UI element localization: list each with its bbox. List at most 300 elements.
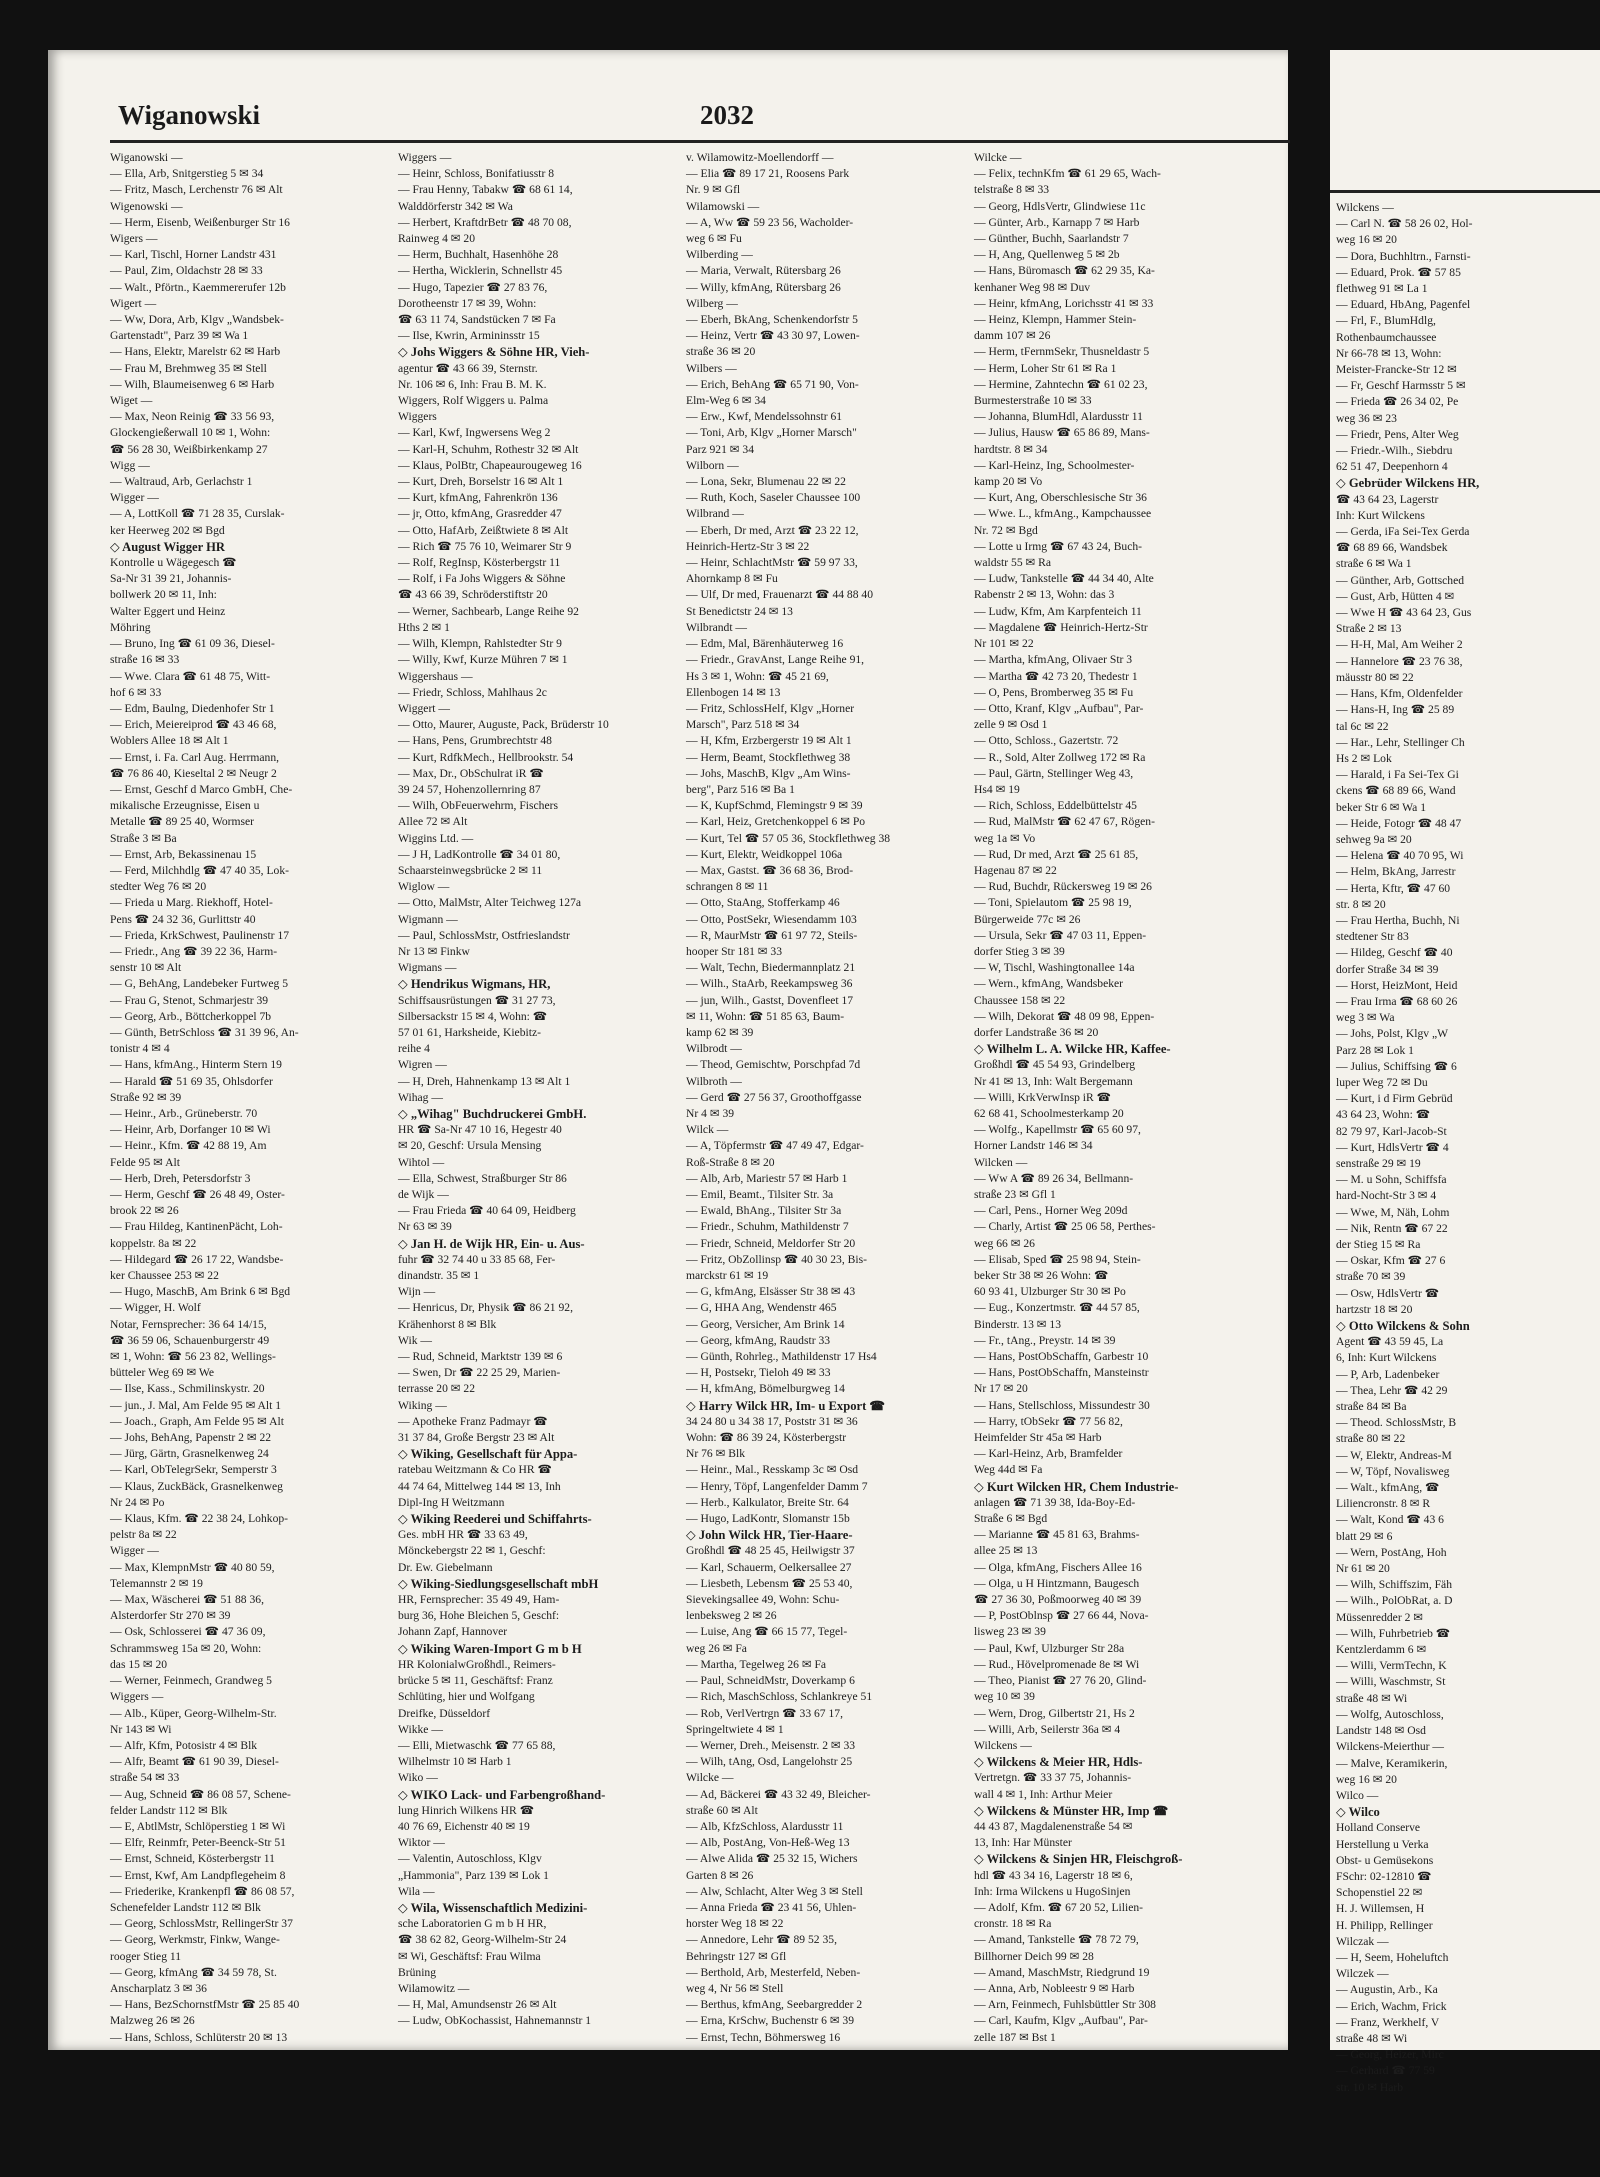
directory-entry-line: Inh: Kurt Wilckens bbox=[1336, 508, 1425, 522]
directory-entry-line: Möhring bbox=[110, 620, 151, 634]
directory-entry-line: schrangen 8 ✉ 11 bbox=[686, 880, 769, 894]
directory-entry-line: — Frau Hildeg, KantinenPächt, Loh- bbox=[110, 1220, 283, 1234]
directory-entry-line: — Henry, Töpf, Langenfelder Damm 7 bbox=[686, 1479, 868, 1493]
directory-entry-line: Nr 63 ✉ 39 bbox=[398, 1220, 452, 1234]
directory-entry-line: straße 54 ✉ 33 bbox=[110, 1771, 180, 1785]
directory-entry-line: — P, Arb, Ladenbeker bbox=[1336, 1367, 1440, 1381]
directory-entry-line: — Fr., tAng., Preystr. 14 ✉ 39 bbox=[974, 1333, 1116, 1347]
directory-entry-line: — Toni, Arb, Klgv „Horner Marsch" bbox=[686, 426, 857, 440]
directory-entry-line: — Frau Irma ☎ 68 60 26 bbox=[1336, 994, 1458, 1008]
directory-entry-line: Elm-Weg 6 ✉ 34 bbox=[686, 394, 766, 408]
directory-entry-line: Nr 41 ✉ 13, Inh: Walt Bergemann bbox=[974, 1074, 1133, 1088]
directory-entry-line: Dipl-Ing H Weitzmann bbox=[398, 1495, 505, 1509]
directory-entry-line: — Kurt, Ang, Oberschlesische Str 36 bbox=[974, 491, 1147, 505]
directory-entry-line: — Nik, Rentn ☎ 67 22 bbox=[1336, 1221, 1448, 1235]
directory-entry-line: ker Chaussee 253 ✉ 22 bbox=[110, 1269, 219, 1283]
directory-entry-line: flethweg 91 ✉ La 1 bbox=[1336, 282, 1428, 296]
directory-entry-line: weg 4, Nr 56 ✉ Stell bbox=[686, 1981, 784, 1995]
directory-entry-line: marckstr 61 ✉ 19 bbox=[686, 1269, 769, 1283]
directory-entry-line: kenhaner Weg 98 ✉ Duv bbox=[974, 280, 1091, 294]
directory-entry-line: allee 25 ✉ 13 bbox=[974, 1544, 1038, 1558]
directory-entry-line: straße 36 ✉ 20 bbox=[686, 345, 756, 359]
directory-entry-line: Nr 143 ✉ Wi bbox=[110, 1722, 172, 1736]
directory-entry-line: — Ad, Bäckerei ☎ 43 32 49, Bleicher- bbox=[686, 1787, 871, 1801]
directory-entry-line: — Frieda ☎ 26 34 02, Pe bbox=[1336, 395, 1459, 409]
directory-entry-line: Dorotheenstr 17 ✉ 39, Wohn: bbox=[398, 296, 537, 310]
directory-entry-line: — Anna Frieda ☎ 23 41 56, Uhlen- bbox=[686, 1900, 857, 1914]
directory-entry-line: — Herm, Eisenb, Weißenburger Str 16 bbox=[110, 215, 290, 229]
directory-entry-line: FSchr: 02-12810 ☎ bbox=[1336, 1869, 1432, 1883]
directory-entry-line: — Herm, tFernmSekr, Thusneldastr 5 bbox=[974, 345, 1150, 359]
directory-entry-line: Anscharplatz 3 ✉ 36 bbox=[110, 1981, 207, 1995]
directory-entry-line: — Rob, VerlVertrgn ☎ 33 67 17, bbox=[686, 1706, 843, 1720]
directory-entry-line: — Johs, Polst, Klgv „W bbox=[1336, 1027, 1449, 1041]
directory-entry-line: felder Landstr 112 ✉ Blk bbox=[110, 1803, 228, 1817]
directory-entry-line: Müssenredder 2 ✉ bbox=[1336, 1610, 1423, 1624]
directory-entry-line: weg 16 ✉ 20 bbox=[1336, 1772, 1397, 1786]
directory-entry-line: — Hertha, Wicklerin, Schnellstr 45 bbox=[398, 264, 563, 278]
directory-entry-line: — Eduard, HbAng, Pagenfel bbox=[1336, 298, 1471, 312]
directory-entry-line: tal 6c ✉ 22 bbox=[1336, 719, 1389, 733]
directory-entry-line: Schiffsausrüstungen ☎ 31 27 73, bbox=[398, 993, 556, 1007]
directory-entry-line: — Eug., Konzertmstr. ☎ 44 57 85, bbox=[974, 1301, 1140, 1315]
directory-entry-line: Wilcke — bbox=[686, 1771, 734, 1785]
directory-entry-line: Wigmann — bbox=[398, 912, 458, 926]
directory-entry-line: 43 64 23, Wohn: ☎ bbox=[1336, 1108, 1431, 1122]
directory-entry-line: Inh: Irma Wilckens u HugoSinjen bbox=[974, 1884, 1131, 1898]
directory-entry-line: Schlüting, hier und Wolfgang bbox=[398, 1690, 535, 1704]
directory-entry-line: ◇ Wiking, Gesellschaft für Appa- bbox=[398, 1447, 578, 1462]
directory-entry-line: Herstellung u Verka bbox=[1336, 1837, 1429, 1851]
directory-entry-line: — Ilse, Kwrin, Armininsstr 15 bbox=[398, 329, 540, 343]
directory-entry-line: — H, kfmAng, Bömelburgweg 14 bbox=[686, 1382, 845, 1396]
directory-entry-line: straße 48 ✉ Wi bbox=[1336, 2031, 1408, 2045]
directory-entry-line: Wilcken — bbox=[974, 1155, 1028, 1169]
directory-entry-line: — Wern, PostAng, Hoh bbox=[1336, 1545, 1447, 1559]
directory-entry-line: HR ☎ Sa-Nr 47 10 16, Hegestr 40 bbox=[398, 1123, 562, 1137]
directory-entry-line: — Otto, HafArb, Zeißtwiete 8 ✉ Alt bbox=[398, 523, 569, 537]
directory-entry-line: Hths 2 ✉ 1 bbox=[398, 620, 450, 634]
directory-entry-line: Wilcke — bbox=[974, 151, 1022, 164]
directory-entry-line: straße 48 ✉ Wi bbox=[1336, 1691, 1408, 1705]
directory-entry-line: — Alb, Arb, Mariestr 57 ✉ Harb 1 bbox=[686, 1171, 848, 1185]
directory-entry-line: Wigenowski — bbox=[110, 199, 183, 213]
directory-entry-line: cronstr. 18 ✉ Ra bbox=[974, 1917, 1052, 1931]
directory-entry-line: — Friederike, Krankenpfl ☎ 86 08 57, bbox=[110, 1884, 295, 1898]
directory-entry-line: — Martha ☎ 42 73 20, Thedestr 1 bbox=[974, 669, 1138, 683]
directory-entry-line: — Franz, Werkhelf, V bbox=[1336, 2015, 1440, 2029]
directory-entry-line: — Hans, Elektr, Marelstr 62 ✉ Harb bbox=[110, 345, 281, 359]
directory-entry-line: Binderstr. 13 ✉ 13 bbox=[974, 1317, 1062, 1331]
directory-entry-line: — Hans, kfmAng., Hinterm Stern 19 bbox=[110, 1058, 282, 1072]
directory-entry-line: Sa-Nr 31 39 21, Johannis- bbox=[110, 572, 232, 586]
directory-entry-line: Wik — bbox=[398, 1333, 432, 1347]
directory-entry-line: — Ludw, Kfm, Am Karpfenteich 11 bbox=[974, 604, 1142, 618]
directory-entry-line: ◇ Wiking Waren-Import G m b H bbox=[398, 1641, 582, 1656]
directory-entry-line: — Friedr, Schneid, Meldorfer Str 20 bbox=[686, 1236, 856, 1250]
directory-entry-line: — A, LottKoll ☎ 71 28 35, Curslak- bbox=[110, 507, 285, 521]
directory-entry-line: — Martha, kfmAng, Olivaer Str 3 bbox=[974, 653, 1133, 667]
directory-entry-line: de Wijk — bbox=[398, 1188, 449, 1201]
directory-entry-line: — Harry, tObSekr ☎ 77 56 82, bbox=[974, 1414, 1123, 1428]
directory-entry-line: — Theod, Gemischtw, Porschpfad 7d bbox=[686, 1058, 861, 1072]
directory-entry-line: — Wilh, Klempn, Rahlstedter Str 9 bbox=[398, 637, 562, 651]
directory-entry-line: hooper Str 181 ✉ 33 bbox=[686, 944, 783, 958]
directory-entry-line: weg 36 ✉ 23 bbox=[1336, 411, 1397, 425]
directory-entry-line: Marsch", Parz 518 ✉ 34 bbox=[686, 718, 800, 732]
directory-entry-line: Nr. 9 ✉ Gfl bbox=[686, 183, 741, 197]
directory-entry-line: — J H, LadKontrolle ☎ 34 01 80, bbox=[398, 847, 561, 861]
directory-entry-line: Parz 921 ✉ 34 bbox=[686, 442, 754, 456]
directory-entry-line: 40 76 69, Eichenstr 40 ✉ 19 bbox=[398, 1819, 530, 1833]
directory-entry-line: damm 107 ✉ 26 bbox=[974, 329, 1051, 343]
directory-entry-line: — Herm, Loher Str 61 ✉ Ra 1 bbox=[974, 361, 1117, 375]
directory-entry-line: — H, Kfm, Erzbergerstr 19 ✉ Alt 1 bbox=[686, 734, 852, 748]
directory-entry-line: — Edm, Mal, Bärenhäuterweg 16 bbox=[686, 637, 844, 651]
directory-entry-line: Dr. Ew. Giebelmann bbox=[398, 1560, 493, 1574]
directory-entry-line: — Fritz, SchlossHelf, Klgv „Horner bbox=[686, 701, 855, 715]
directory-entry-line: koppelstr. 8a ✉ 22 bbox=[110, 1236, 197, 1250]
directory-entry-line: — Ilse, Kass., Schmilinskystr. 20 bbox=[110, 1382, 265, 1396]
directory-entry-line: — Malve, Keramikerin, bbox=[1336, 1756, 1448, 1770]
directory-entry-line: Metalle ☎ 89 25 40, Wormser bbox=[110, 815, 255, 829]
directory-entry-line: — Rud, Schneid, Marktstr 139 ✉ 6 bbox=[398, 1350, 563, 1364]
directory-entry-line: Holland Conserve bbox=[1336, 1821, 1421, 1835]
directory-entry-line: Springeltwiete 4 ✉ 1 bbox=[686, 1722, 784, 1736]
directory-entry-line: Wilbrandt — bbox=[686, 620, 748, 634]
directory-entry-line: ◇ Hendrikus Wigmans, HR, bbox=[398, 977, 551, 992]
directory-entry-line: — Ulf, Dr med, Frauenarzt ☎ 44 88 40 bbox=[686, 588, 874, 602]
directory-entry-line: Glockengießerwall 10 ✉ 1, Wohn: bbox=[110, 426, 271, 440]
directory-entry-line: — Ewald, BhAng., Tilsiter Str 3a bbox=[686, 1204, 842, 1218]
directory-entry-line: — Frau M, Brehmweg 35 ✉ Stell bbox=[110, 361, 267, 375]
directory-entry-line: — Wwe. Clara ☎ 61 48 75, Witt- bbox=[110, 669, 271, 683]
directory-entry-line: Notar, Fernsprecher: 36 64 14/15, bbox=[110, 1317, 267, 1331]
directory-entry-line: v. Wilamowitz-Moellendorff — bbox=[686, 151, 834, 164]
directory-entry-line: — Willy, kfmAng, Rütersbarg 26 bbox=[686, 280, 841, 294]
directory-entry-line: Nr 4 ✉ 39 bbox=[686, 1106, 735, 1120]
directory-entry-line: 82 79 97, Karl-Jacob-St bbox=[1336, 1124, 1447, 1138]
directory-entry-line: 44 74 64, Mittelweg 144 ✉ 13, Inh bbox=[398, 1479, 561, 1493]
directory-entry-line: — Erich, BehAng ☎ 65 71 90, Von- bbox=[686, 377, 859, 391]
directory-entry-line: — Ernst, Arb, Bekassinenau 15 bbox=[110, 847, 257, 861]
directory-entry-line: fuhr ☎ 32 74 40 u 33 85 68, Fer- bbox=[398, 1252, 556, 1266]
directory-entry-line: ✉ 1, Wohn: ☎ 56 23 82, Wellings- bbox=[110, 1350, 276, 1364]
directory-entry-line: — M. u Sohn, Schiffsfa bbox=[1336, 1173, 1447, 1187]
directory-entry-line: — Swen, Dr ☎ 22 25 29, Marien- bbox=[398, 1366, 561, 1380]
directory-entry-line: — Herm, Beamt, Stockflethweg 38 bbox=[686, 750, 851, 764]
directory-entry-line: Straße 92 ✉ 39 bbox=[110, 1090, 182, 1104]
directory-column-1 bbox=[110, 150, 382, 2044]
directory-entry-line: Wilborn — bbox=[686, 458, 739, 472]
directory-entry-line: weg 1a ✉ Vo bbox=[974, 831, 1036, 845]
directory-entry-line: Krähenhorst 8 ✉ Blk bbox=[398, 1317, 497, 1331]
directory-entry-line: — Ella, Arb, Snitgerstieg 5 ✉ 34 bbox=[110, 167, 264, 181]
directory-entry-line: ◇ Wilco bbox=[1336, 1805, 1380, 1820]
directory-entry-line: Ellenbogen 14 ✉ 13 bbox=[686, 685, 781, 699]
directory-entry-line: — Wwe, M, Näh, Lohm bbox=[1336, 1205, 1450, 1219]
directory-entry-line: — Hans, Pens, Grumbrechtstr 48 bbox=[398, 734, 552, 748]
directory-entry-line: — Ferd, Milchhdlg ☎ 47 40 35, Lok- bbox=[110, 863, 289, 877]
directory-entry-line: — Friedr, Schloss, Mahlhaus 2c bbox=[398, 685, 547, 699]
directory-entry-line: Schopenstiel 22 ✉ bbox=[1336, 1886, 1423, 1900]
directory-entry-line: — Otto, Kranf, Klgv „Aufbau", Par- bbox=[974, 701, 1144, 715]
directory-entry-line: — Apotheke Franz Padmayr ☎ bbox=[398, 1414, 548, 1428]
directory-entry-line: Vertretgn. ☎ 33 37 75, Johannis- bbox=[974, 1771, 1132, 1785]
directory-entry-line: — Osk, Schlosserei ☎ 47 36 09, bbox=[110, 1625, 266, 1639]
directory-entry-line: — Ww, Dora, Arb, Klgv „Wandsbek- bbox=[110, 313, 284, 327]
directory-entry-line: — Frau Hertha, Buchh, Ni bbox=[1336, 913, 1460, 927]
directory-entry-line: — Herbert, KraftdrBetr ☎ 48 70 08, bbox=[398, 215, 572, 229]
directory-entry-line: weg 3 ✉ Wa bbox=[1336, 1011, 1395, 1025]
directory-entry-line: Hs4 ✉ 19 bbox=[974, 782, 1020, 796]
facing-page-rule bbox=[1330, 190, 1600, 193]
page-number: 2032 bbox=[700, 100, 754, 130]
directory-entry-line: agentur ☎ 43 66 39, Sternstr. bbox=[398, 361, 538, 375]
directory-entry-line: — Martha, Tegelweg 26 ✉ Fa bbox=[686, 1657, 827, 1671]
directory-entry-line: Hagenau 87 ✉ 22 bbox=[974, 863, 1057, 877]
directory-entry-line: — Otto, Maurer, Auguste, Pack, Brüderstr 10 bbox=[398, 718, 609, 732]
directory-entry-line: — Walt, Kond ☎ 43 6 bbox=[1336, 1513, 1444, 1527]
directory-entry-line: Wilckens — bbox=[1336, 201, 1394, 214]
directory-entry-line: — Karl, Schauerm, Oelkersallee 27 bbox=[686, 1560, 852, 1574]
directory-entry-line: Agent ☎ 43 59 45, La bbox=[1336, 1335, 1444, 1349]
directory-entry-line: — Erna, KrSchw, Buchenstr 6 ✉ 39 bbox=[686, 2014, 855, 2028]
directory-entry-line: ☎ 27 36 30, Poßmoorweg 40 ✉ 39 bbox=[974, 1593, 1142, 1607]
directory-entry-line: — Johanna, BlumHdl, Alardusstr 11 bbox=[974, 410, 1143, 424]
directory-entry-line: — Valentin, Autoschloss, Klgv bbox=[398, 1852, 542, 1866]
directory-entry-line: — Kurt, Tel ☎ 57 05 36, Stockflethweg 38 bbox=[686, 831, 891, 845]
directory-entry-line: H. Philipp, Rellinger bbox=[1336, 1918, 1433, 1932]
directory-entry-line: Wigren — bbox=[398, 1058, 447, 1072]
directory-entry-line: HR, Fernsprecher: 35 49 49, Ham- bbox=[398, 1593, 560, 1607]
directory-entry-line: Chaussee 158 ✉ 22 bbox=[974, 993, 1066, 1007]
directory-entry-line: Ges. mbH HR ☎ 33 63 49, bbox=[398, 1528, 528, 1542]
directory-entry-line: mikalische Erzeugnisse, Eisen u bbox=[110, 799, 260, 813]
directory-entry-line: — Friedr., GravAnst, Lange Reihe 91, bbox=[686, 653, 865, 667]
directory-entry-line: — Alb, PostAng, Von-Heß-Weg 13 bbox=[686, 1836, 850, 1850]
directory-entry-line: — Augustin, Arb., Ka bbox=[1336, 1983, 1438, 1997]
directory-entry-line: stedter Weg 76 ✉ 20 bbox=[110, 880, 207, 894]
directory-entry-line: Wilberding — bbox=[686, 248, 753, 262]
directory-entry-line: — Friedr., Schuhm, Mathildenstr 7 bbox=[686, 1220, 849, 1234]
directory-entry-line: — Kurt, Elektr, Weidkoppel 106a bbox=[686, 847, 843, 861]
directory-entry-line: — Lotte u Irmg ☎ 67 43 24, Buch- bbox=[974, 539, 1143, 553]
directory-entry-line: Parz 28 ✉ Lok 1 bbox=[1336, 1043, 1414, 1057]
directory-entry-line: Wihag — bbox=[398, 1090, 443, 1104]
directory-entry-line: — Hermine, Zahntechn ☎ 61 02 23, bbox=[974, 377, 1148, 391]
directory-column-2 bbox=[398, 150, 670, 2030]
directory-entry-line: — Max, Dr., ObSchulrat iR ☎ bbox=[398, 766, 544, 780]
directory-entry-line: — Frl, F., BlumHdlg, bbox=[1336, 314, 1436, 328]
directory-entry-line: zelle 9 ✉ Osd 1 bbox=[974, 718, 1048, 732]
directory-entry-line: Horner Landstr 146 ✉ 34 bbox=[974, 1139, 1093, 1153]
directory-entry-line: Hs 3 ✉ 1, Wohn: ☎ 45 21 69, bbox=[686, 669, 829, 683]
directory-entry-line: straße 16 ✉ 33 bbox=[110, 653, 180, 667]
directory-entry-line: — A, Töpfermstr ☎ 47 49 47, Edgar- bbox=[686, 1139, 864, 1153]
directory-entry-line: — E, AbtlMstr, Schlöperstieg 1 ✉ Wi bbox=[110, 1819, 286, 1833]
directory-entry-line: Felde 95 ✉ Alt bbox=[110, 1155, 180, 1169]
directory-entry-line: ◇ John Wilck HR, Tier-Haare- bbox=[686, 1528, 853, 1543]
directory-entry-line: Wohn: ☎ 86 39 24, Kösterbergstr bbox=[686, 1431, 847, 1445]
directory-entry-line: — Günther, Arb, Gottsched bbox=[1336, 573, 1465, 587]
directory-entry-line: — Heinr., Mal., Resskamp 3c ✉ Osd bbox=[686, 1463, 859, 1477]
directory-entry-line: brücke 5 ✉ 11, Geschäftsf: Franz bbox=[398, 1674, 553, 1688]
directory-entry-line: Rabenstr 2 ✉ 13, Wohn: das 3 bbox=[974, 588, 1115, 602]
directory-entry-line: — Rud, Dr med, Arzt ☎ 25 61 85, bbox=[974, 847, 1139, 861]
directory-entry-line: — Alb, KfzSchloss, Alardusstr 11 bbox=[686, 1819, 844, 1833]
directory-entry-line: — Johs, BehAng, Papenstr 2 ✉ 22 bbox=[110, 1431, 272, 1445]
directory-entry-line: Wikke — bbox=[398, 1722, 443, 1736]
directory-entry-line: — Herm, Geschf ☎ 26 48 49, Oster- bbox=[110, 1188, 285, 1201]
directory-entry-line: — O, Pens, Bromberweg 35 ✉ Fu bbox=[974, 685, 1134, 699]
directory-entry-line: Wigmans — bbox=[398, 961, 457, 975]
directory-entry-line: — Edm, Baulng, Diedenhofer Str 1 bbox=[110, 701, 275, 715]
directory-entry-line: — G, BehAng, Landebeker Furtweg 5 bbox=[110, 977, 289, 991]
directory-entry-line: — Bruno, Ing ☎ 61 09 36, Diesel- bbox=[110, 637, 275, 651]
directory-entry-line: HR KolonialwGroßhdl., Reimers- bbox=[398, 1657, 556, 1671]
directory-entry-line: — Ernst, Kwf, Am Landpflegeheim 8 bbox=[110, 1868, 286, 1882]
directory-entry-line: Nr 24 ✉ Po bbox=[110, 1495, 165, 1509]
directory-entry-line: 39 24 57, Hohenzollernring 87 bbox=[398, 782, 541, 796]
directory-entry-line: ◇ Wilhelm L. A. Wilcke HR, Kaffee- bbox=[974, 1042, 1171, 1057]
directory-entry-line: — H, Mal, Amundsenstr 26 ✉ Alt bbox=[398, 1998, 557, 2012]
directory-entry-line: — Otto, MalMstr, Alter Teichweg 127a bbox=[398, 896, 582, 910]
directory-entry-line: — Joach., Graph, Am Felde 95 ✉ Alt bbox=[110, 1414, 284, 1428]
directory-entry-line: — Elia ☎ 89 17 21, Roosens Park bbox=[686, 167, 850, 181]
directory-entry-line: Billhorner Deich 99 ✉ 28 bbox=[974, 1949, 1094, 1963]
directory-entry-line: Wihtol — bbox=[398, 1155, 445, 1169]
directory-entry-line: — Amand, MaschMstr, Riedgrund 19 bbox=[974, 1965, 1150, 1979]
directory-entry-line: — Wilh, tAng, Osd, Langelohstr 25 bbox=[686, 1755, 853, 1769]
directory-entry-line: Straße 2 ✉ 13 bbox=[1336, 622, 1402, 636]
directory-entry-line: — Georg, kfmAng ☎ 34 59 78, St. bbox=[110, 1965, 277, 1979]
directory-entry-line: — Herb., Kalkulator, Breite Str. 64 bbox=[686, 1495, 849, 1509]
directory-entry-line: Wilhelmstr 10 ✉ Harb 1 bbox=[398, 1755, 512, 1769]
header-rule bbox=[110, 140, 1290, 143]
directory-entry-line: — Ernst, Schneid, Kösterbergstr 11 bbox=[110, 1852, 275, 1866]
directory-entry-line: — Wern., kfmAng, Wandsbeker bbox=[974, 977, 1124, 991]
directory-entry-line: Straße 3 ✉ Ba bbox=[110, 831, 177, 845]
directory-entry-line: — Wilh., StaArb, Reekampsweg 36 bbox=[686, 977, 853, 991]
directory-entry-line: Pens ☎ 24 32 36, Gurlittstr 40 bbox=[110, 912, 256, 926]
directory-entry-line: Garten 8 ✉ 26 bbox=[686, 1868, 754, 1882]
directory-entry-line: Wilco — bbox=[1336, 1788, 1379, 1802]
directory-entry-line: — Karl, Kwf, Ingwersens Weg 2 bbox=[398, 426, 551, 440]
directory-entry-line: — Kurt, kfmAng, Fahrenkrön 136 bbox=[398, 491, 558, 505]
directory-entry-line: Wiggers — bbox=[398, 151, 452, 164]
directory-entry-line: 34 24 80 u 34 38 17, Poststr 31 ✉ 36 bbox=[686, 1414, 858, 1428]
directory-entry-line: 31 37 84, Große Bergstr 23 ✉ Alt bbox=[398, 1431, 555, 1445]
directory-entry-line: weg 26 ✉ Fa bbox=[686, 1641, 747, 1655]
directory-entry-line: str. 8 ✉ 20 bbox=[1336, 897, 1386, 911]
directory-entry-line: Heimfelder Str 45a ✉ Harb bbox=[974, 1431, 1102, 1445]
directory-entry-line: — Frau G, Stenot, Schmarjestr 39 bbox=[110, 993, 269, 1007]
directory-entry-line: — Carl N. ☎ 58 26 02, Hol- bbox=[1336, 217, 1473, 231]
directory-entry-line: — Karl-Heinz, Arb, Bramfelder bbox=[974, 1447, 1123, 1461]
directory-entry-line: Bürgerweide 77c ✉ 26 bbox=[974, 912, 1081, 926]
directory-entry-line: — Wwe. L., kfmAng., Kampchaussee bbox=[974, 507, 1152, 521]
directory-entry-line: — Alb., Küper, Georg-Wilhelm-Str. bbox=[110, 1706, 277, 1720]
directory-entry-line: — Anna, Arb, Nobleestr 9 ✉ Harb bbox=[974, 1981, 1135, 1995]
directory-entry-line: — Günther, Buchh, Saarlandstr 7 bbox=[974, 232, 1129, 246]
directory-entry-line: — Karl, Tischl, Horner Landstr 431 bbox=[110, 248, 277, 262]
directory-entry-line: Wiggershaus — bbox=[398, 669, 473, 683]
directory-entry-line: — W, Töpf, Novalisweg bbox=[1336, 1464, 1450, 1478]
directory-entry-line: Gartenstadt", Parz 39 ✉ Wa 1 bbox=[110, 329, 249, 343]
directory-entry-line: — Wilh, Fuhrbetrieb ☎ bbox=[1336, 1626, 1451, 1640]
directory-entry-line: — Hildeg, Geschf ☎ 40 bbox=[1336, 946, 1453, 960]
directory-entry-line: H. J. Willemsen, H bbox=[1336, 1902, 1425, 1916]
directory-entry-line: — Ernst, i. Fa. Carl Aug. Herrmann, bbox=[110, 750, 280, 764]
directory-entry-line: Straße 6 ✉ Bgd bbox=[974, 1512, 1048, 1526]
directory-entry-line: 6, Inh: Kurt Wilckens bbox=[1336, 1351, 1437, 1365]
directory-entry-line: Wigger — bbox=[110, 491, 159, 505]
directory-entry-line: — Magdalene ☎ Heinrich-Hertz-Str bbox=[974, 620, 1148, 634]
directory-entry-line: — Paul, SchlossMstr, Ostfrieslandstr bbox=[398, 928, 570, 942]
directory-entry-line: Wiget — bbox=[110, 394, 153, 408]
directory-entry-line: Wiggers — bbox=[110, 1690, 164, 1704]
directory-entry-line: mäusstr 80 ✉ 22 bbox=[1336, 670, 1414, 684]
directory-entry-line: — Otto, PostSekr, Wiesendamm 103 bbox=[686, 912, 857, 926]
directory-entry-line: — Fritz, Masch, Lerchenstr 76 ✉ Alt bbox=[110, 183, 283, 197]
directory-entry-line: „Hammonia", Parz 139 ✉ Lok 1 bbox=[398, 1868, 549, 1882]
facing-page bbox=[1330, 50, 1600, 2094]
directory-entry-line: — Kurt, HdlsVertr ☎ 4 bbox=[1336, 1140, 1449, 1154]
directory-entry-line: Wilczak — bbox=[1336, 1934, 1389, 1948]
directory-entry-line: — Carl, Kaufm, Klgv „Aufbau", Par- bbox=[974, 2014, 1148, 2028]
directory-entry-line: — jr, Otto, kfmAng, Grasredder 47 bbox=[398, 507, 562, 521]
directory-entry-line: — Alfr, Kfm, Potosistr 4 ✉ Blk bbox=[110, 1738, 258, 1752]
directory-entry-line: — Max, KlempnMstr ☎ 40 80 59, bbox=[110, 1560, 275, 1574]
directory-entry-line: — Marianne ☎ 45 81 63, Brahms- bbox=[974, 1528, 1140, 1542]
directory-entry-line: — Walt., Pförtn., Kaemmererufer 12b bbox=[110, 280, 286, 294]
directory-entry-line: str. 10 ✉ Harb bbox=[1336, 2080, 1404, 2094]
directory-entry-line: straße 6 ✉ Wa 1 bbox=[1336, 557, 1412, 571]
directory-entry-line: — Adolf, Kfm. ☎ 67 20 52, Lilien- bbox=[974, 1900, 1144, 1914]
directory-entry-line: Wila — bbox=[398, 1884, 435, 1898]
directory-entry-line: Rainweg 4 ✉ 20 bbox=[398, 232, 476, 246]
directory-entry-line: Wigert — bbox=[110, 296, 157, 310]
directory-entry-line: — Liesbeth, Lebensm ☎ 25 53 40, bbox=[686, 1576, 853, 1590]
directory-entry-line: das 15 ✉ 20 bbox=[110, 1657, 168, 1671]
directory-entry-line: — Walt, Techn, Biedermannplatz 21 bbox=[686, 961, 856, 975]
directory-entry-line: tonistr 4 ✉ 4 bbox=[110, 1042, 170, 1056]
directory-entry-line: dinandstr. 35 ✉ 1 bbox=[398, 1269, 480, 1283]
directory-entry-line: bollwerk 20 ✉ 11, Inh: bbox=[110, 588, 217, 602]
directory-entry-line: ☎ 76 86 40, Kieseltal 2 ✉ Neugr 2 bbox=[110, 766, 277, 780]
directory-entry-line: — K, KupfSchmd, Flemingstr 9 ✉ 39 bbox=[686, 799, 863, 813]
directory-entry-line: — Heide, Fotogr ☎ 48 47 bbox=[1336, 816, 1462, 830]
directory-entry-line: Schenefelder Landstr 112 ✉ Blk bbox=[110, 1900, 261, 1914]
directory-entry-line: Wigers — bbox=[110, 232, 158, 246]
directory-entry-line: Wiggins Ltd. — bbox=[398, 831, 474, 845]
directory-entry-line: Brüning bbox=[398, 1965, 437, 1979]
directory-entry-line: Obst- u Gemüsekons bbox=[1336, 1853, 1434, 1867]
directory-entry-line: horster Weg 18 ✉ 22 bbox=[686, 1917, 784, 1931]
directory-entry-line: — Harald, i Fa Sei-Tex Gi bbox=[1336, 768, 1459, 782]
directory-entry-line: luper Weg 72 ✉ Du bbox=[1336, 1075, 1428, 1089]
directory-entry-line: Wilamowitz — bbox=[398, 1981, 470, 1995]
directory-entry-line: waldstr 55 ✉ Ra bbox=[974, 556, 1052, 570]
directory-entry-line: Kontrolle u Wägegesch ☎ bbox=[110, 556, 237, 570]
directory-entry-line: — Otto, Schloss., Gazertstr. 72 bbox=[974, 734, 1119, 748]
directory-entry-line: Nr 66-78 ✉ 13, Wohn: bbox=[1336, 346, 1442, 360]
directory-entry-line: — W, Elektr, Andreas-M bbox=[1336, 1448, 1452, 1462]
directory-entry-line: — Johs, MaschB, Klgv „Am Wins- bbox=[686, 766, 851, 780]
directory-entry-line: — Hans, Schloss, Schlüterstr 20 ✉ 13 bbox=[110, 2030, 288, 2044]
directory-entry-line: ◇ Wilckens & Münster HR, Imp ☎ bbox=[974, 1803, 1169, 1818]
